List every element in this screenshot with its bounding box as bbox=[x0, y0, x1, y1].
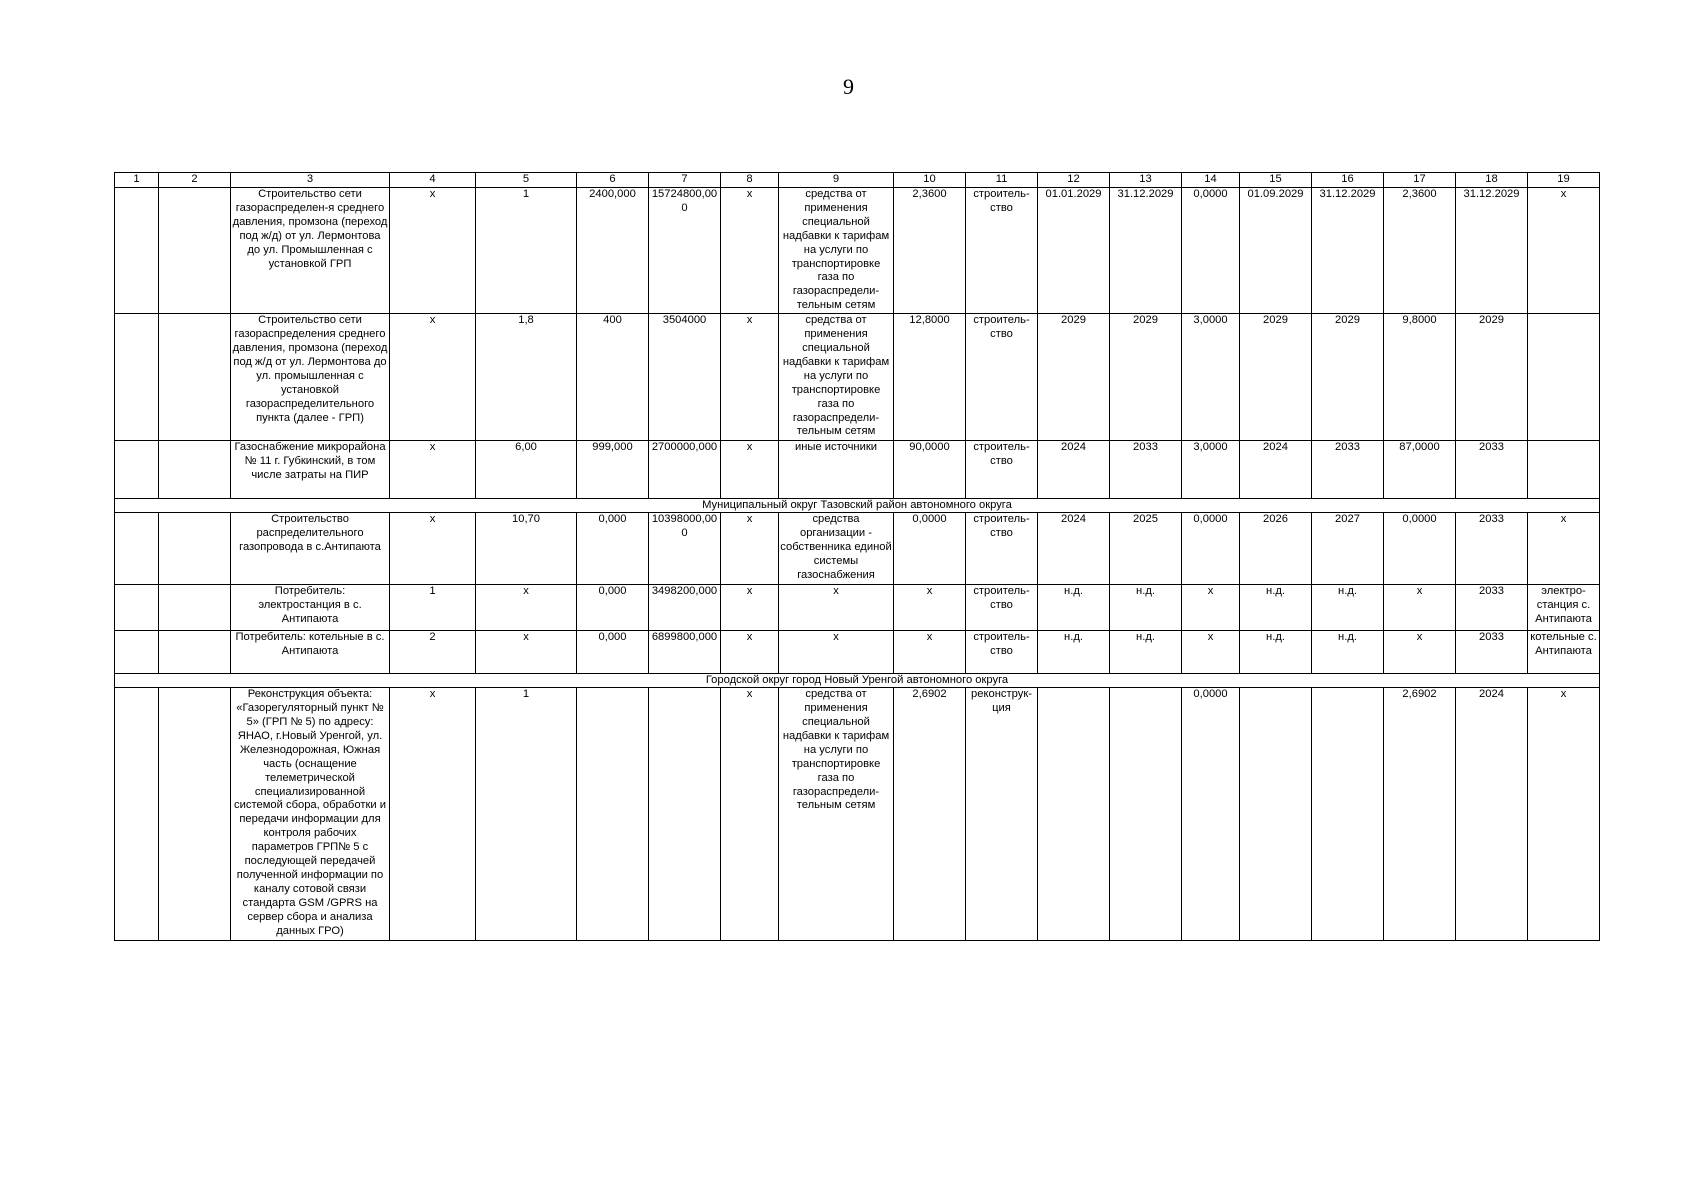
table-cell-col-18: 2024 bbox=[1456, 688, 1528, 941]
table-cell-col-12: 2029 bbox=[1038, 314, 1110, 441]
table-cell-col-14: 0,0000 bbox=[1182, 688, 1240, 941]
table-cell-col-19: котельные с. Антипаюта bbox=[1528, 631, 1600, 674]
column-number-19: 19 bbox=[1528, 173, 1600, 188]
table-cell-col-7: 6899800,000 bbox=[649, 631, 721, 674]
table-cell-col-6: 2400,000 bbox=[577, 188, 649, 314]
table-cell-col-16: н.д. bbox=[1312, 585, 1384, 631]
column-number-3: 3 bbox=[231, 173, 390, 188]
table-cell-col-11: строитель-ство bbox=[966, 513, 1038, 585]
table-cell-col-4: х bbox=[390, 188, 476, 314]
table-row bbox=[115, 314, 1600, 441]
table-cell-col-1 bbox=[115, 314, 159, 441]
table-cell-col-17: 2,6902 bbox=[1384, 688, 1456, 941]
table-cell-col-6: 999,000 bbox=[577, 441, 649, 499]
column-number-18: 18 bbox=[1456, 173, 1528, 188]
table-cell-col-1 bbox=[115, 688, 159, 941]
table-cell-col-3: Строительство распределительного газопровода в с.Антипаюта bbox=[231, 513, 390, 585]
table-cell-col-5: 1 bbox=[476, 688, 577, 941]
table-cell-col-11: строитель-ство bbox=[966, 314, 1038, 441]
table-cell-col-4: х bbox=[390, 441, 476, 499]
table-cell-col-9: средства организации - собственника единой системы газоснабжения bbox=[779, 513, 894, 585]
table-cell-col-9: х bbox=[779, 631, 894, 674]
table-row bbox=[115, 513, 1600, 585]
column-number-13: 13 bbox=[1110, 173, 1182, 188]
table-cell-col-1 bbox=[115, 631, 159, 674]
table-cell-col-3: Строительство сети газораспределения среднего давления, промзона (переход под ж/д от ул. Лермонтова до ул. промышленная с установкой газораспределительного пункта (далее - ГРП) bbox=[231, 314, 390, 441]
table-cell-col-18: 2033 bbox=[1456, 631, 1528, 674]
table-cell-col-3: Реконструкция объекта: «Газорегуляторный пункт № 5» (ГРП № 5) по адресу: ЯНАО, г.Новый Уренгой, ул. Железнодорожная, Южная часть (оснащение телеметрической специализированной системой сбора, обработки и передачи информации для контроля рабочих параметров ГРП№ 5 с последующей передачей полученной информации по каналу сотовой связи стандарта GSM /GPRS на сервер сбора и анализа данных ГРО) bbox=[231, 688, 390, 941]
table-cell-col-6: 0,000 bbox=[577, 631, 649, 674]
table-cell-col-7: 15724800,000 bbox=[649, 188, 721, 314]
table-cell-col-7: 10398000,000 bbox=[649, 513, 721, 585]
table-row bbox=[115, 441, 1600, 499]
table-cell-col-2 bbox=[159, 631, 231, 674]
table-cell-col-4: х bbox=[390, 688, 476, 941]
table-cell-col-10: 2,3600 bbox=[894, 188, 966, 314]
table-cell-col-10: 0,0000 bbox=[894, 513, 966, 585]
column-number-6: 6 bbox=[577, 173, 649, 188]
table-cell-col-17: 2,3600 bbox=[1384, 188, 1456, 314]
table-cell-col-15: 2029 bbox=[1240, 314, 1312, 441]
section-heading-row bbox=[115, 674, 1600, 688]
table-cell-col-18: 2033 bbox=[1456, 513, 1528, 585]
table-cell-col-16: 31.12.2029 bbox=[1312, 188, 1384, 314]
column-number-12: 12 bbox=[1038, 173, 1110, 188]
table-cell-col-8: х bbox=[721, 188, 779, 314]
table-cell-col-16: 2033 bbox=[1312, 441, 1384, 499]
table-cell-col-16 bbox=[1312, 688, 1384, 941]
column-number-2: 2 bbox=[159, 173, 231, 188]
column-number-15: 15 bbox=[1240, 173, 1312, 188]
table-cell-col-8: х bbox=[721, 688, 779, 941]
table-cell-col-13: 2029 bbox=[1110, 314, 1182, 441]
table-cell-col-8: х bbox=[721, 513, 779, 585]
table-cell-col-10: х bbox=[894, 585, 966, 631]
table-cell-col-7: 2700000,000 bbox=[649, 441, 721, 499]
column-number-5: 5 bbox=[476, 173, 577, 188]
table-cell-col-6 bbox=[577, 688, 649, 941]
table-cell-col-17: 9,8000 bbox=[1384, 314, 1456, 441]
table-cell-col-12: н.д. bbox=[1038, 631, 1110, 674]
table-row bbox=[115, 688, 1600, 941]
table-cell-col-19: х bbox=[1528, 688, 1600, 941]
table-cell-col-15 bbox=[1240, 688, 1312, 941]
table-cell-col-3: Потребитель: электростанция в с. Антипаюта bbox=[231, 585, 390, 631]
table-cell-col-5: 6,00 bbox=[476, 441, 577, 499]
table-cell-col-5: 1 bbox=[476, 188, 577, 314]
column-number-9: 9 bbox=[779, 173, 894, 188]
table-cell-col-14: 0,0000 bbox=[1182, 188, 1240, 314]
table-cell-col-8: х bbox=[721, 585, 779, 631]
table-cell-col-9: х bbox=[779, 585, 894, 631]
table-row bbox=[115, 631, 1600, 674]
table-cell-col-3: Потребитель: котельные в с. Антипаюта bbox=[231, 631, 390, 674]
section-heading-row bbox=[115, 499, 1600, 513]
table-cell-col-7: 3498200,000 bbox=[649, 585, 721, 631]
column-number-14: 14 bbox=[1182, 173, 1240, 188]
table-cell-col-13: 31.12.2029 bbox=[1110, 188, 1182, 314]
table-row bbox=[115, 188, 1600, 314]
section-heading: Муниципальный округ Тазовский район автономного округа bbox=[115, 499, 1600, 513]
table-cell-col-13: 2025 bbox=[1110, 513, 1182, 585]
table-cell-col-1 bbox=[115, 513, 159, 585]
column-number-8: 8 bbox=[721, 173, 779, 188]
table-cell-col-12: 2024 bbox=[1038, 441, 1110, 499]
table-cell-col-14: 3,0000 bbox=[1182, 441, 1240, 499]
table-cell-col-17: 87,0000 bbox=[1384, 441, 1456, 499]
table-cell-col-19: х bbox=[1528, 513, 1600, 585]
table-cell-col-10: х bbox=[894, 631, 966, 674]
column-number-11: 11 bbox=[966, 173, 1038, 188]
table-cell-col-10: 90,0000 bbox=[894, 441, 966, 499]
table-cell-col-8: х bbox=[721, 631, 779, 674]
table-cell-col-2 bbox=[159, 688, 231, 941]
table-cell-col-14: 0,0000 bbox=[1182, 513, 1240, 585]
table-cell-col-2 bbox=[159, 585, 231, 631]
table-cell-col-18: 2033 bbox=[1456, 585, 1528, 631]
column-number-16: 16 bbox=[1312, 173, 1384, 188]
table-cell-col-8: х bbox=[721, 441, 779, 499]
table-cell-col-9: средства от применения специальной надбавки к тарифам на услуги по транспортировке газа по газораспредели-тельным сетям bbox=[779, 688, 894, 941]
table-cell-col-11: строитель-ство bbox=[966, 631, 1038, 674]
table-cell-col-6: 400 bbox=[577, 314, 649, 441]
section-heading: Городской округ город Новый Уренгой автономного округа bbox=[115, 674, 1600, 688]
table-cell-col-1 bbox=[115, 441, 159, 499]
table-cell-col-6: 0,000 bbox=[577, 585, 649, 631]
table-cell-col-13: н.д. bbox=[1110, 585, 1182, 631]
table-cell-col-16: 2029 bbox=[1312, 314, 1384, 441]
table-cell-col-15: 2024 bbox=[1240, 441, 1312, 499]
column-number-header-row bbox=[115, 173, 1600, 188]
table-cell-col-15: 01.09.2029 bbox=[1240, 188, 1312, 314]
table-cell-col-12 bbox=[1038, 688, 1110, 941]
table-cell-col-2 bbox=[159, 513, 231, 585]
table-cell-col-12: 2024 bbox=[1038, 513, 1110, 585]
table-cell-col-7 bbox=[649, 688, 721, 941]
table-cell-col-1 bbox=[115, 188, 159, 314]
table-cell-col-2 bbox=[159, 188, 231, 314]
table-cell-col-11: строитель-ство bbox=[966, 441, 1038, 499]
table-cell-col-4: 2 bbox=[390, 631, 476, 674]
table-cell-col-12: н.д. bbox=[1038, 585, 1110, 631]
table-cell-col-15: н.д. bbox=[1240, 631, 1312, 674]
table-cell-col-1 bbox=[115, 585, 159, 631]
table-cell-col-5: 1,8 bbox=[476, 314, 577, 441]
column-number-17: 17 bbox=[1384, 173, 1456, 188]
table-cell-col-4: 1 bbox=[390, 585, 476, 631]
table-cell-col-7: 3504000 bbox=[649, 314, 721, 441]
table-cell-col-19: х bbox=[1528, 188, 1600, 314]
column-number-4: 4 bbox=[390, 173, 476, 188]
table-cell-col-15: 2026 bbox=[1240, 513, 1312, 585]
table-cell-col-9: средства от применения специальной надбавки к тарифам на услуги по транспортировке газа по газораспредели-тельным сетям bbox=[779, 314, 894, 441]
table-cell-col-14: х bbox=[1182, 585, 1240, 631]
table-cell-col-13: 2033 bbox=[1110, 441, 1182, 499]
table-cell-col-18: 2033 bbox=[1456, 441, 1528, 499]
table-cell-col-9: средства от применения специальной надбавки к тарифам на услуги по транспортировке газа по газораспредели-тельным сетям bbox=[779, 188, 894, 314]
table-cell-col-8: х bbox=[721, 314, 779, 441]
table-cell-col-9: иные источники bbox=[779, 441, 894, 499]
table-cell-col-2 bbox=[159, 441, 231, 499]
table-cell-col-19 bbox=[1528, 314, 1600, 441]
table-cell-col-11: строитель-ство bbox=[966, 188, 1038, 314]
table-cell-col-10: 12,8000 bbox=[894, 314, 966, 441]
table-cell-col-12: 01.01.2029 bbox=[1038, 188, 1110, 314]
table-cell-col-5: 10,70 bbox=[476, 513, 577, 585]
table-cell-col-6: 0,000 bbox=[577, 513, 649, 585]
table-cell-col-14: х bbox=[1182, 631, 1240, 674]
table-cell-col-2 bbox=[159, 314, 231, 441]
table-cell-col-4: х bbox=[390, 513, 476, 585]
table-cell-col-11: реконструк-ция bbox=[966, 688, 1038, 941]
table-cell-col-14: 3,0000 bbox=[1182, 314, 1240, 441]
table-cell-col-15: н.д. bbox=[1240, 585, 1312, 631]
column-number-10: 10 bbox=[894, 173, 966, 188]
table-cell-col-3: Газоснабжение микрорайона № 11 г. Губкинский, в том числе затраты на ПИР bbox=[231, 441, 390, 499]
table-cell-col-13: н.д. bbox=[1110, 631, 1182, 674]
table-cell-col-5: х bbox=[476, 585, 577, 631]
table-cell-col-3: Строительство сети газораспределен-я среднего давления, промзона (переход под ж/д) от ул. Лермонтова до ул. Промышленная с установкой ГРП bbox=[231, 188, 390, 314]
table-cell-col-17: х bbox=[1384, 585, 1456, 631]
table-cell-col-16: н.д. bbox=[1312, 631, 1384, 674]
investment-program-table bbox=[114, 172, 1600, 941]
table-cell-col-17: х bbox=[1384, 631, 1456, 674]
table-cell-col-4: х bbox=[390, 314, 476, 441]
table-row bbox=[115, 585, 1600, 631]
table-cell-col-18: 2029 bbox=[1456, 314, 1528, 441]
column-number-7: 7 bbox=[649, 173, 721, 188]
table-cell-col-11: строитель-ство bbox=[966, 585, 1038, 631]
table-cell-col-5: х bbox=[476, 631, 577, 674]
table-cell-col-17: 0,0000 bbox=[1384, 513, 1456, 585]
table-cell-col-16: 2027 bbox=[1312, 513, 1384, 585]
column-number-1: 1 bbox=[115, 173, 159, 188]
page-number: 9 bbox=[843, 74, 854, 99]
table-cell-col-10: 2,6902 bbox=[894, 688, 966, 941]
table-cell-col-19: электро-станция с. Антипаюта bbox=[1528, 585, 1600, 631]
table-cell-col-18: 31.12.2029 bbox=[1456, 188, 1528, 314]
table-cell-col-19 bbox=[1528, 441, 1600, 499]
table-cell-col-13 bbox=[1110, 688, 1182, 941]
